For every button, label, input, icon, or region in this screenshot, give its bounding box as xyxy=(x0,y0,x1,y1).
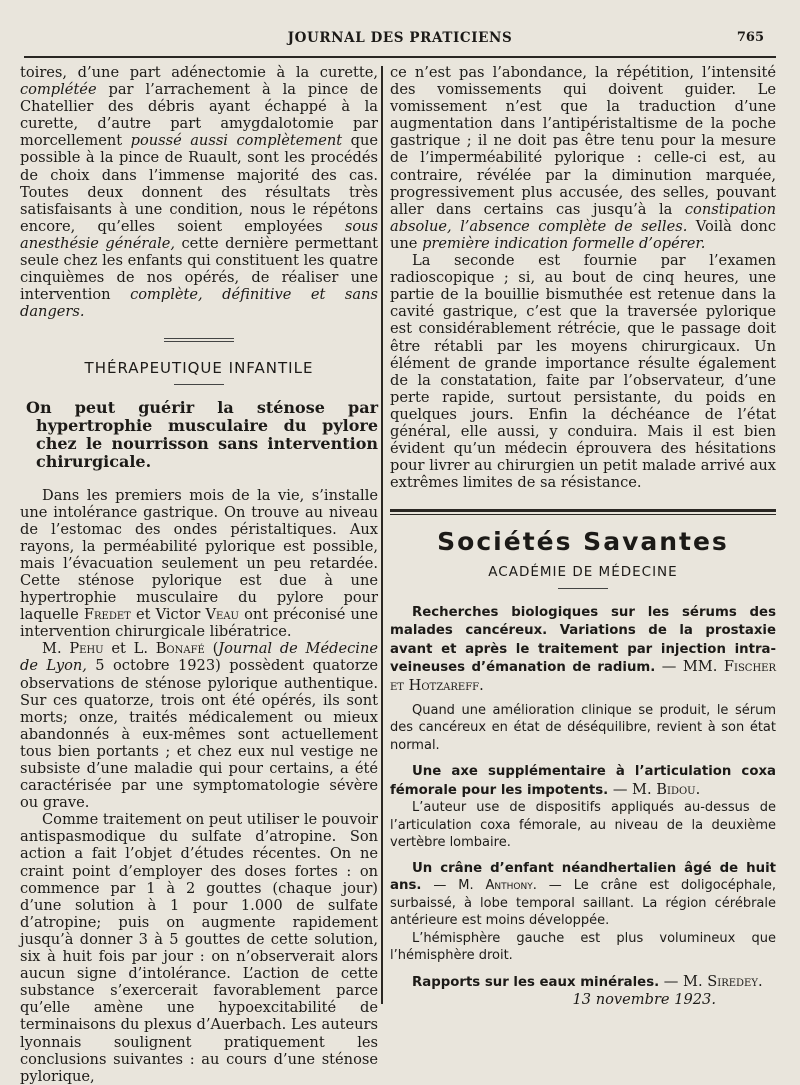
entry-title: Recherches biologiques sur les sérums des malades cancéreux. Variations de la prostaxie avant et après le traitement par injection intra-veineuses d’émanation de radium. xyxy=(390,604,776,676)
entry-body: L’hémisphère gauche est plus volumineux que l’hémisphère droit. xyxy=(390,930,776,964)
section-separator xyxy=(390,509,776,515)
report-date: 13 novembre 1923. xyxy=(572,991,716,1009)
column-divider xyxy=(381,66,383,1004)
entry: Un crâne d’enfant néandhertalien âgé de huit ans. — M. Anthony. — Le crâne est doligocéphale, surbaissé, à lobe temporal saillant. La région cérébrale antérieure est moins développée. xyxy=(390,860,777,929)
left-column xyxy=(20,64,378,1085)
page-number: 765 xyxy=(736,30,764,45)
entry xyxy=(390,973,776,992)
entry xyxy=(390,762,776,799)
entry-title: Rapports sur les eaux minérales. xyxy=(412,974,660,990)
paragraph: La seconde est fournie par l’examen radioscopique ; si, au bout de cinq heures, une partie de la bouillie bismuthée est retenue dans la cavité gastrique, c’est que la traversée pylorique est considérablement rétrécie, que le passage doit être rétabli par les moyens chirurgicaux. Un élément de grande importance résulte également de la constatation, faite par l’observateur, d’une perte rapide, surtout persistante, du poids en quelques jours. Enfin la déchéance de l’état général, elle aussi, y conduira. Mais il est bien évident qu’un médecin éprouvera des hésitations pour livrer au chirurgien un petit malade arrivé aux extrêmes limites de sa résistance. xyxy=(390,252,776,492)
academie-title: ACADÉMIE DE MÉDECINE xyxy=(488,564,678,581)
page-header xyxy=(24,28,776,58)
entry-title: Une axe supplémentaire à l’articulation coxa fémorale pour les impotents. xyxy=(390,764,776,798)
separator xyxy=(164,338,234,342)
journal-title: JOURNAL DES PRATICIENS xyxy=(287,30,513,46)
section-rule xyxy=(174,384,224,385)
entry-authors: — M. Siredey. xyxy=(659,972,763,990)
paragraph: Comme traitement on peut utiliser le pouvoir antispasmodique du sulfate d’atropine. Son action a fait l’objet d’études récentes. On ne craint point d’employer des doses fortes : on commence par 1 à 2 gouttes (chaque jour) d’une solution à 1 pour 1.000 de sulfate d’atropine; puis on augmente rapidement jusqu’à donner 3 à 5 gouttes de cette solution, six à huit fois par jour : on n’observerait alors aucun signe d’intolérance. L’action de cette substance s’exercerait favorablement parce qu’elle amène une hypoexcitabilité de terminaisons du plexus d’Auerbach. Les auteurs lyonnais soulignent pratiquement les conclusions suivantes : au cours d’une sténose pylorique, xyxy=(20,811,378,1085)
entry-body: Quand une amélioration clinique se produit, le sérum des cancéreux en état de déséquilibre, revient à son état normal. xyxy=(390,702,776,753)
entry-title: Un crâne d’enfant néandhertalien âgé de huit ans. xyxy=(390,860,776,894)
societes-title: Sociétés Savantes xyxy=(437,527,729,557)
paragraph: M. Pehu et L. Bonafé (Journal de Médecine de Lyon, 5 octobre 1923) possèdent quatorze observations de sténose pylorique authentique. Sur ces quatorze, trois ont été opérés, ils sont morts; onze, traités médicalement ou mieux abandonnés à eux-mêmes sont actuellement tous bien portants ; et chez eux nul vestige ne subsiste d’une maladie qui pour certains, a été caractérisée par une symptomatologie sévère ou grave. xyxy=(20,640,378,812)
entry-body: L’auteur use de dispositifs appliqués au-dessus de l’articulation coxa fémorale, au niveau de la deuxième vertèbre lombaire. xyxy=(390,800,776,851)
article-title: On peut guérir la sténose par hypertrophie musculaire du pylore chez le nourrisson sans intervention chirurgicale. xyxy=(26,397,378,471)
paragraph-continued: ce n’est pas l’abondance, la répétition, l’intensité des vomissements qui doivent guider. Le vomissement n’est que la traduction d’une augmentation dans l’antipéristaltisme de la poche gastrique ; il ne doit pas être tenu pour la mesure de l’imperméabilité pylorique : celle-ci est, au contraire, révélée par la diminution marquée, progressivement plus accusée, des selles, pouvant aller dans certains cas jusqu’à la constipation absolue, l’absence complète de selles. Voilà donc une première indication formelle d’opérer. xyxy=(390,64,776,252)
entry xyxy=(390,603,776,694)
entry-authors: — M. Bidou. xyxy=(608,780,701,798)
paragraph-continued: toires, d’une part adénectomie à la curette, complétée par l’arrachement à la pince de Chatellier des débris ayant échappé à la curette, d’autre part amygdalotomie par morcellement poussé aussi complètement que possible à la pince de Ruault, sont les procédés de choix dans l’immense majorité des cas. Toutes deux donnent des résultats très satisfaisants à une condition, nous le répétons encore, qu’elles soient employées sous anesthésie générale, cette dernière permettant seule chez les enfants qui constituent les quatre cinquièmes de nos opérés, de réaliser une intervention complète, définitive et sans dangers. xyxy=(20,64,378,321)
right-column xyxy=(390,64,776,1008)
academie-rule xyxy=(558,588,608,589)
paragraph: Dans les premiers mois de la vie, s’installe une intolérance gastrique. On trouve au niveau de l’estomac des ondes péristaltiques. Aux rayons, la perméabilité pylorique est possible, mais l’évacuation seulement un peu retardée. Cette sténose pylorique est due à une hypertrophie musculaire du pylore pour laquelle Fredet et Victor Veau ont préconisé une intervention chirurgicale libératrice. xyxy=(20,486,378,641)
entry-authors: — MM. Fischer et Hotzareff. xyxy=(390,658,776,694)
section-title: THÉRAPEUTIQUE INFANTILE xyxy=(84,359,314,378)
